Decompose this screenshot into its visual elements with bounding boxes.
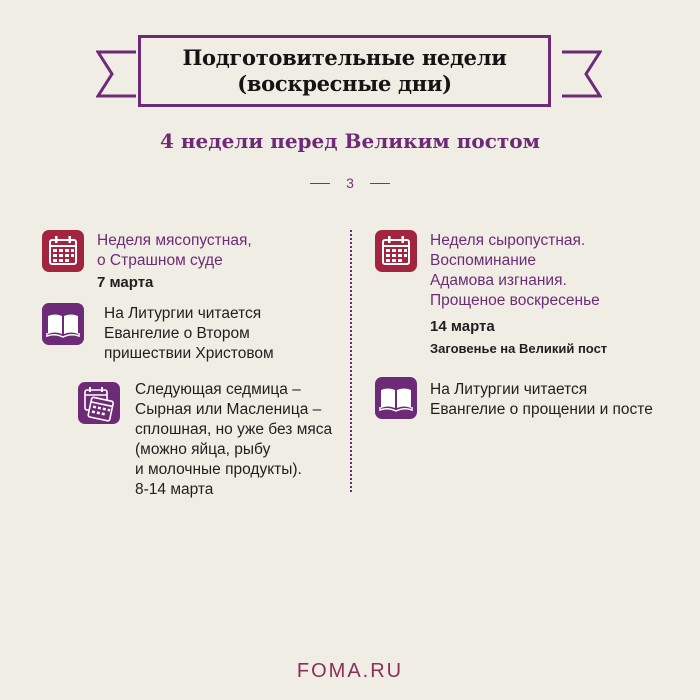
left-liturgy-text bbox=[104, 304, 274, 364]
left-sedmitsa-text bbox=[135, 380, 332, 500]
left-sedmitsa-line: и молочные продукты). bbox=[135, 461, 302, 478]
left-week-date: 7 марта bbox=[97, 274, 154, 291]
book-icon bbox=[42, 303, 84, 345]
pager-dash-left bbox=[310, 183, 330, 184]
book-icon bbox=[375, 377, 417, 419]
right-week-title-line: Адамова изгнания. bbox=[430, 272, 567, 289]
right-week-title-line: Неделя сыропустная. bbox=[430, 232, 586, 249]
left-sedmitsa-line: Сырная или Масленица – bbox=[135, 401, 322, 418]
brand-logo: FOMA.RU bbox=[296, 660, 404, 682]
ribbon-left-decoration bbox=[96, 44, 136, 104]
left-liturgy-line: Евангелие о Втором bbox=[104, 325, 250, 342]
right-week-title bbox=[430, 231, 600, 311]
left-sedmitsa-line: сплошная, но уже без мяса bbox=[135, 421, 333, 438]
left-week-title-line: о Страшном суде bbox=[97, 252, 223, 269]
page-title-line1: Подготовительные недели bbox=[182, 45, 507, 70]
left-liturgy-line: пришествии Христовом bbox=[104, 345, 274, 362]
page-subtitle: 4 недели перед Великим постом bbox=[160, 129, 540, 153]
title-banner bbox=[138, 35, 551, 107]
right-liturgy-line: Евангелие о прощении и посте bbox=[430, 401, 653, 418]
column-divider bbox=[350, 230, 352, 492]
ribbon-right-decoration bbox=[562, 44, 602, 104]
left-sedmitsa-line: 8-14 марта bbox=[135, 481, 214, 498]
right-liturgy-text bbox=[430, 380, 653, 420]
page-number: 3 bbox=[346, 175, 354, 191]
pager-dash-right bbox=[370, 183, 390, 184]
page-indicator bbox=[0, 175, 700, 191]
left-sedmitsa-line: (можно яйца, рыбу bbox=[135, 441, 271, 458]
right-liturgy-line: На Литургии читается bbox=[430, 381, 588, 398]
right-week-note: Заговенье на Великий пост bbox=[430, 341, 608, 356]
right-week-date: 14 марта bbox=[430, 318, 495, 335]
left-week-title bbox=[97, 231, 252, 271]
left-liturgy-line: На Литургии читается bbox=[104, 305, 262, 322]
right-week-title-line: Воспоминание bbox=[430, 252, 537, 269]
page-title-line2: (воскресные дни) bbox=[237, 71, 452, 96]
left-week-title-line: Неделя мясопустная, bbox=[97, 232, 252, 249]
calendar-icon bbox=[42, 230, 84, 272]
left-sedmitsa-line: Следующая седмица – bbox=[135, 381, 301, 398]
week-calendar-icon bbox=[78, 382, 120, 424]
calendar-icon bbox=[375, 230, 417, 272]
right-week-title-line: Прощеное воскресенье bbox=[430, 292, 600, 309]
